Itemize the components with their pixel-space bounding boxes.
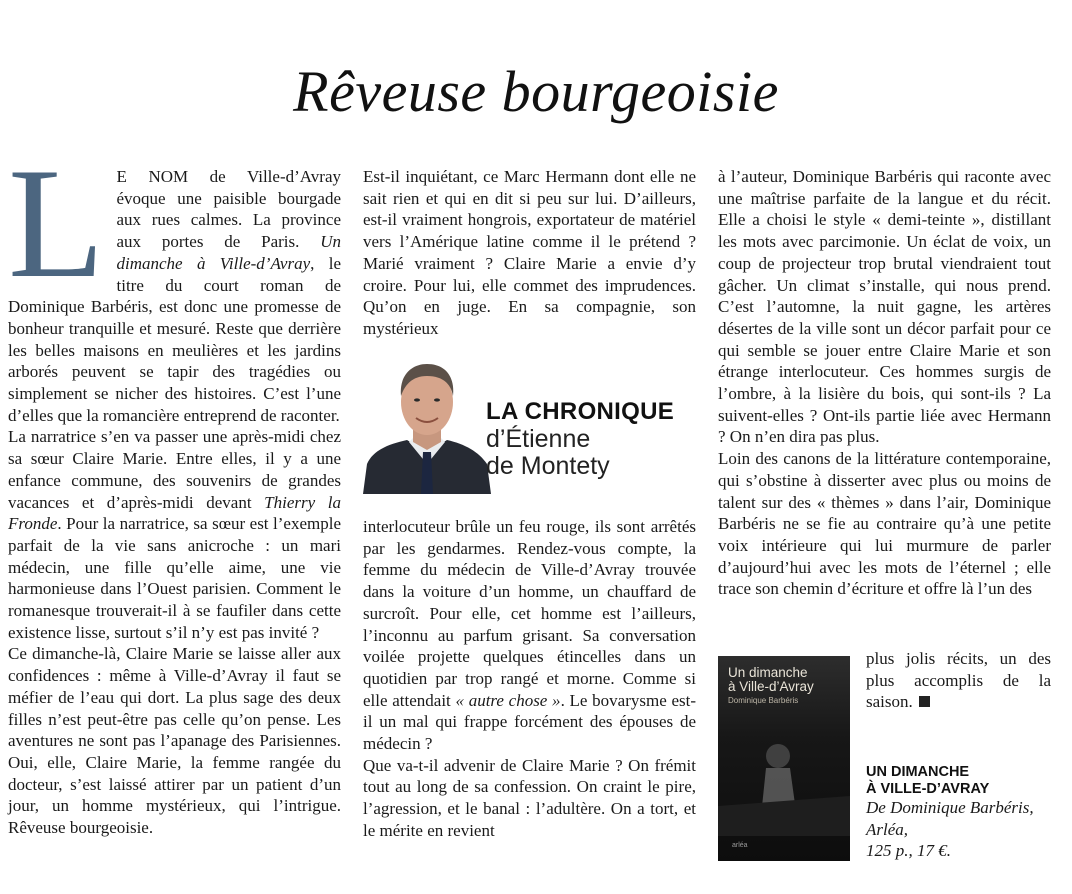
columnist-portrait <box>363 352 491 494</box>
end-mark-icon <box>919 696 930 707</box>
cover-title-line: Un dimanche <box>728 665 808 680</box>
text: . Pour la narratrice, sa sœur est l’exemple parfait de la vie sans anicroche : un mari médecin, une fille qu’elle aime, une vie harmonieuse dans l’Ouest parisien. Comment le romanesque trouverait-il à se faufiler dans cette existence lisse, surtout s’il n’y est pas invité ? <box>8 514 341 642</box>
book-details: 125 p., 17 €. <box>866 841 951 860</box>
drop-cap: L <box>8 136 105 311</box>
text: , le titre du court roman de Dominique Barbéris, est donc une promesse de bonheur tranquille et mesuré. Reste que derrière les belles maisons en meulières et les jardins arborés peuvent se tapir des tragédies ou simplement se nicher des histoires. C’est l’une d’elles que la romancière entreprend de raconter. <box>8 253 341 425</box>
book-publisher: Arléa, <box>866 819 909 839</box>
paragraph <box>8 136 341 426</box>
cover-title-line: à Ville-d’Avray <box>728 679 814 694</box>
tv-title-inline: Thierry la Fronde <box>8 492 341 534</box>
book-title-inline: Un dimanche à Ville-d’Avray <box>116 232 341 273</box>
chronique-label <box>486 398 696 480</box>
book-cover-publisher: arléa <box>732 842 748 849</box>
book-cover <box>718 656 850 861</box>
quote-inline: « autre chose » <box>455 690 561 710</box>
article-title: Rêveuse bourgeoisie <box>293 59 779 124</box>
book-title-line-1: UN DIMANCHE <box>866 764 970 780</box>
chronique-author-line-1: d’Étienne <box>486 425 591 453</box>
book-author: De Dominique Barbéris, <box>866 798 1034 817</box>
chronique-author-line-2: de Montety <box>486 452 610 480</box>
text: La narratrice s’en va passer une après-midi chez sa sœur Claire Marie. Entre elles, il y a une enfance commune, des souvenirs de grandes vacances et d’après-midi devant <box>8 427 341 512</box>
paragraph: Que va-t-il advenir de Claire Marie ? On frémit tout au long de sa confession. On craint le pire, l’agression, et le banal : l’adultère. On a tort, et le mérite en revient <box>363 755 696 840</box>
column-2-top <box>363 166 696 340</box>
book-title-line-2: À VILLE-D’AVRAY <box>866 780 990 797</box>
column-1 <box>8 136 341 839</box>
text: . Le bovarysme est-il un mal qui frappe forcément des épouses de médecin ? <box>363 690 696 754</box>
paragraph <box>8 426 341 643</box>
paragraph <box>363 516 696 755</box>
text: interlocuteur brûle un feu rouge, ils sont arrêtés par les gendarmes. Rendez-vous compte, la femme du médecin de Ville-d’Avray trouvée dans la voiture d’un homme, un chauffard de surcroît. Pour elle, cet homme est l’ailleurs, l’inconnu au parfum grisant. Sa conversation voilée projette quelques étincelles dans un quotidien par trop rangé et morne. Comme si elle attendait <box>363 517 696 710</box>
paragraph: Loin des canons de la littérature contemporaine, qui s’obstine à disserter avec plus ou moins de talent sur des « thèmes » dans l’air, Dominique Barbéris ne se fie au contraire qu’à une petite voix intérieure qui lui murmure de parler d’aujourd’hui avec les mots de l’éternel ; elle trace son chemin d’écriture et offre là l’un des <box>718 449 1051 599</box>
cover-figure-image <box>718 716 850 836</box>
paragraph: Ce dimanche-là, Claire Marie se laisse aller aux confidences : même à Ville-d’Avray il faut se méfier de l’eau qui dort. La plus sage des deux filles n’est peut-être pas celle qu’on pense. Les aventures ne sont pas l’apanage des Parisiennes. Oui, elle, Claire Marie, la femme rangée du docteur, s’est laissé attirer par un patient d’un jour, un homme mystérieux, qui l’intrigue. Rêveuse bourgeoisie. <box>8 644 341 838</box>
book-cover-author: Dominique Barbéris <box>728 696 799 705</box>
paragraph: à l’auteur, Dominique Barbéris qui raconte avec une maîtrise parfaite de la langue et du récit. Elle a choisi le style « demi-teinte », distillant les mots avec parcimonie. Un éclat de voix, un coup de projecteur trop brutal viendraient tout gâcher. Un climat s’installe, qui nous prend. C’est l’automne, la nuit gagne, les artères désertes de la ville sont un décor parfait pour ce qui semble se jouer entre Claire Marie et son étrange interlocuteur. Ces hommes surgis de l’ombre, à la lisière du bois, qui sont-ils ? La suivent-elles ? Ont-ils partie liée avec Hermann ? On n’en dira pas plus. <box>718 167 1051 447</box>
column-2-bottom <box>363 516 696 842</box>
text: E NOM de Ville-d’Avray évoque une paisible bourgade aux rues calmes. La province aux portes de Paris. <box>116 167 341 252</box>
paragraph <box>866 648 1051 713</box>
text: plus jolis récits, un des plus accomplis de la saison. <box>866 649 1051 712</box>
column-3-top <box>718 166 1051 600</box>
book-cover-title <box>728 666 844 694</box>
column-3-bottom <box>866 648 1051 713</box>
paragraph: Est-il inquiétant, ce Marc Hermann dont elle ne sait rien et qui en dit si peu sur lui. D’ailleurs, est-il vraiment hongrois, exportateur de matériel vers l’Amérique latine comme il le prétend ? Marié vraiment ? Claire Marie a envie d’y croire. Pour lui, elle commet des imprudences. Qu’on en juge. En sa compagnie, son mystérieux <box>363 167 696 338</box>
chronique-kicker: LA CHRONIQUE <box>486 398 675 425</box>
book-info <box>866 764 1056 862</box>
